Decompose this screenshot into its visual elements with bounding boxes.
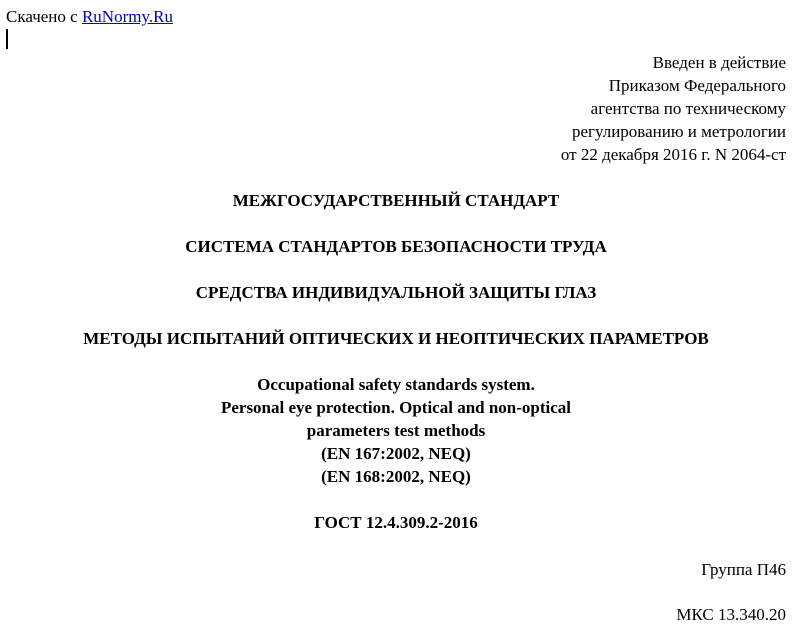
gost-designation: ГОСТ 12.4.309.2-2016 bbox=[314, 513, 478, 532]
system-heading: СИСТЕМА СТАНДАРТОВ БЕЗОПАСНОСТИ ТРУДА bbox=[185, 237, 607, 256]
approval-line: Приказом Федерального bbox=[608, 76, 786, 95]
english-title-line: Occupational safety standards system. bbox=[257, 375, 535, 394]
english-title-line: (EN 168:2002, NEQ) bbox=[321, 467, 471, 486]
runormy-link[interactable]: RuNormy.Ru bbox=[81, 7, 173, 26]
english-title-block bbox=[0, 373, 792, 488]
approval-block bbox=[561, 51, 786, 166]
group-code: Группа П46 bbox=[701, 560, 786, 579]
english-title-line: (EN 167:2002, NEQ) bbox=[321, 444, 471, 463]
standard-type-heading: МЕЖГОСУДАРСТВЕННЫЙ СТАНДАРТ bbox=[232, 191, 560, 210]
approval-line: от 22 декабря 2016 г. N 2064-ст bbox=[560, 145, 786, 164]
approval-line: Введен в действие bbox=[652, 53, 786, 72]
text-cursor bbox=[6, 29, 8, 49]
download-source-line bbox=[6, 5, 173, 28]
english-title-line: parameters test methods bbox=[306, 421, 486, 440]
english-title-line: Personal eye protection. Optical and non-optical bbox=[220, 398, 572, 417]
approval-line: регулированию и метрологии bbox=[571, 122, 786, 141]
document-title: МЕТОДЫ ИСПЫТАНИЙ ОПТИЧЕСКИХ И НЕОПТИЧЕСКИХ ПАРАМЕТРОВ bbox=[83, 329, 709, 348]
approval-line: агентства по техническому bbox=[590, 99, 786, 118]
subject-heading: СРЕДСТВА ИНДИВИДУАЛЬНОЙ ЗАЩИТЫ ГЛАЗ bbox=[195, 283, 597, 302]
download-prefix: Скачено с bbox=[6, 7, 78, 26]
mks-code: МКС 13.340.20 bbox=[676, 605, 786, 624]
